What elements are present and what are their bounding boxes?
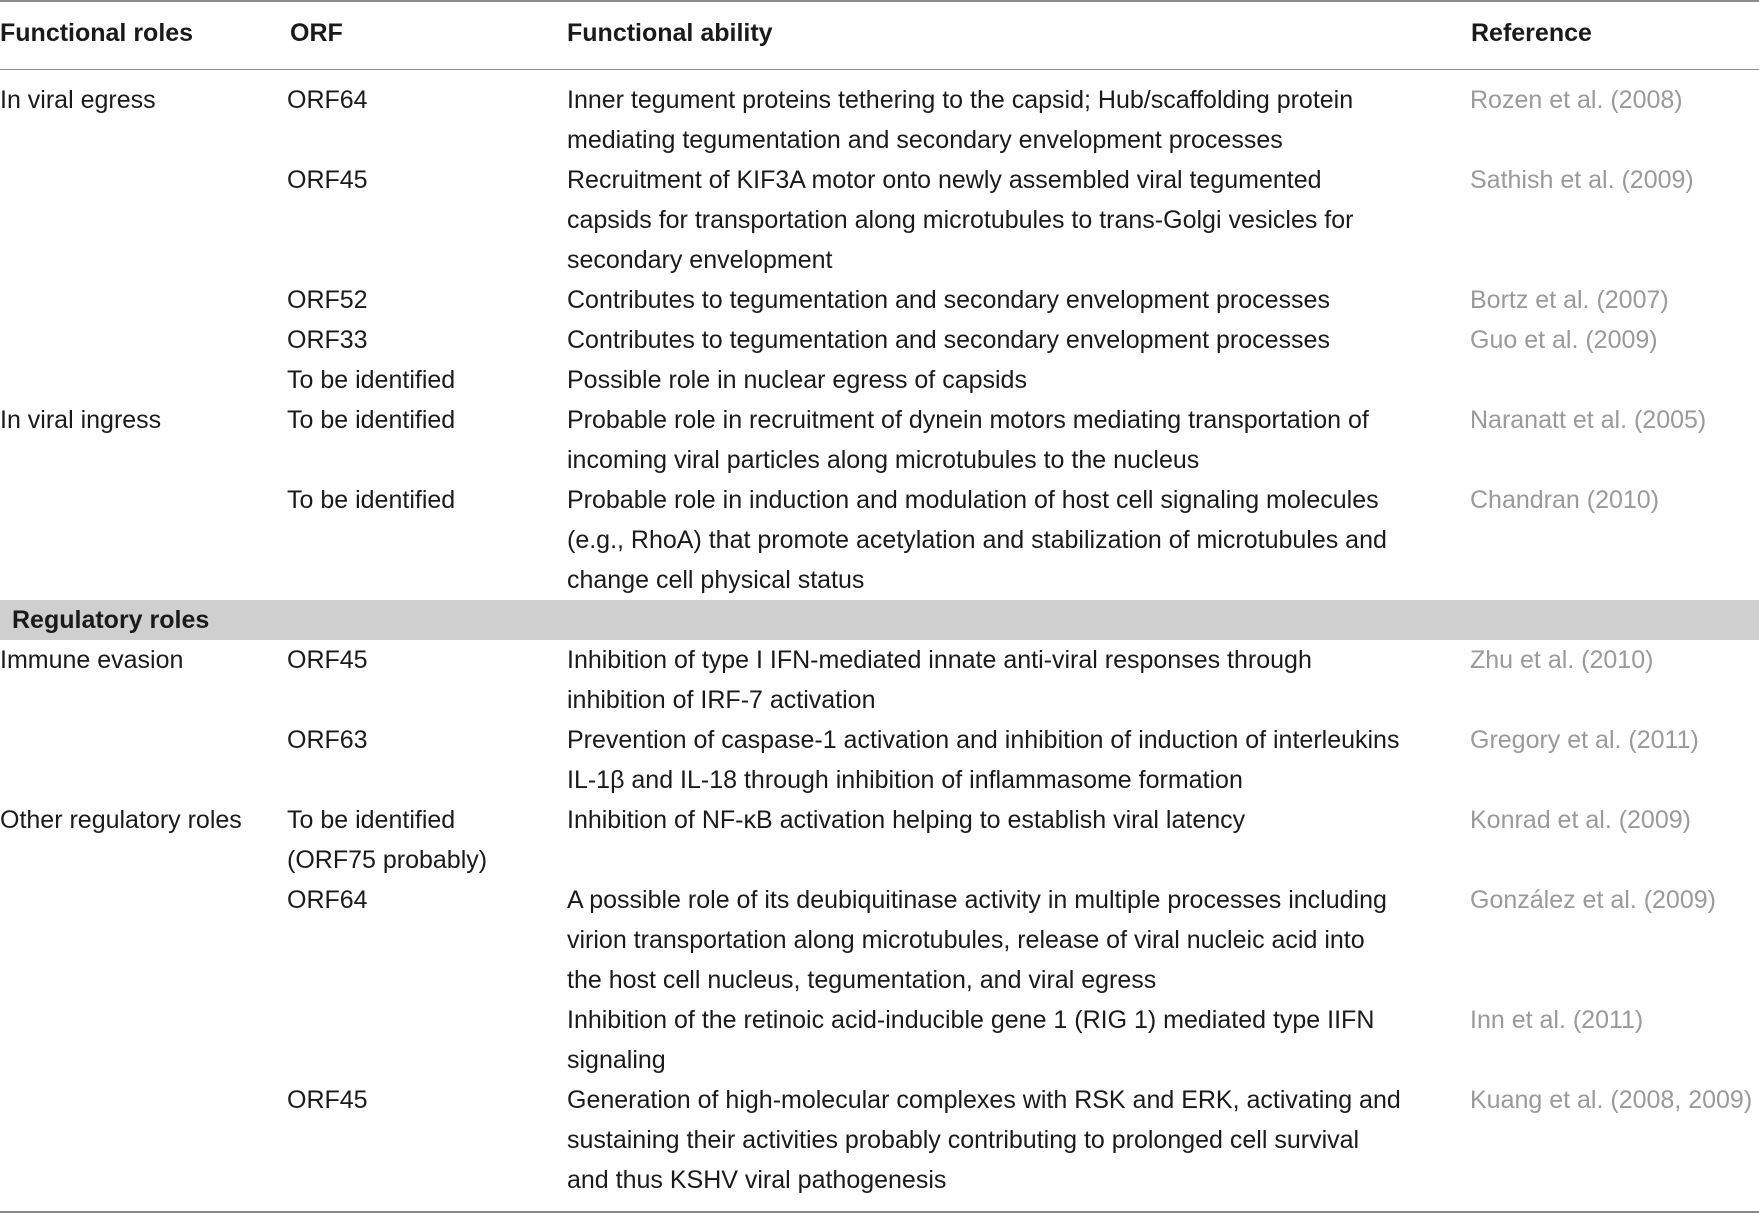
cell-functional-ability — [567, 360, 1447, 400]
cell-functional-ability — [567, 400, 1447, 480]
header-functional-roles: Functional roles — [0, 19, 194, 47]
ability-line: Recruitment of KIF3A motor onto newly assembled viral tegumented — [567, 166, 1322, 194]
ability-line: Probable role in recruitment of dynein motors mediating transportation of — [567, 406, 1369, 434]
table-bottom-rule — [0, 1211, 1759, 1213]
orf-line: To be identified — [287, 366, 456, 394]
cell-orf — [287, 400, 547, 440]
orf-line: ORF63 — [287, 726, 368, 754]
cell-orf — [287, 640, 547, 680]
cell-functional-ability — [567, 80, 1447, 160]
ability-line: signaling — [567, 1046, 666, 1074]
cell-reference: Rozen et al. (2008) — [1470, 86, 1683, 114]
ability-line: Probable role in induction and modulation of host cell signaling molecules — [567, 486, 1379, 514]
ability-line: (e.g., RhoA) that promote acetylation and stabilization of microtubules and — [567, 526, 1387, 554]
cell-functional-ability — [567, 800, 1447, 840]
orf-line: To be identified — [287, 486, 456, 514]
orf-line: (ORF75 probably) — [287, 846, 488, 874]
cell-orf — [287, 360, 547, 400]
cell-orf — [287, 1080, 547, 1120]
ability-line: secondary envelopment — [567, 246, 833, 274]
ability-line: Inhibition of NF-κB activation helping to establish viral latency — [567, 806, 1246, 834]
cell-reference: Sathish et al. (2009) — [1470, 166, 1694, 194]
cell-functional-ability — [567, 480, 1447, 600]
cell-functional-ability — [567, 720, 1447, 800]
cell-functional-role: Immune evasion — [0, 646, 184, 674]
cell-reference: Kuang et al. (2008, 2009) — [1470, 1086, 1753, 1114]
header-orf: ORF — [290, 19, 343, 47]
cell-functional-ability — [567, 880, 1447, 1000]
cell-functional-ability — [567, 1000, 1447, 1080]
cell-reference: Zhu et al. (2010) — [1470, 646, 1654, 674]
cell-functional-ability — [567, 280, 1447, 320]
orf-line: ORF33 — [287, 326, 368, 354]
orf-line: ORF52 — [287, 286, 368, 314]
cell-orf — [287, 880, 547, 920]
ability-line: sustaining their activities probably contributing to prolonged cell survival — [567, 1126, 1360, 1154]
cell-functional-role: In viral ingress — [0, 406, 162, 434]
cell-reference: Inn et al. (2011) — [1470, 1006, 1644, 1034]
ability-line: Inner tegument proteins tethering to the capsid; Hub/scaffolding protein — [567, 86, 1354, 114]
header-reference: Reference — [1471, 19, 1592, 47]
cell-reference: Gregory et al. (2011) — [1470, 726, 1699, 754]
table-header-row — [0, 0, 1759, 69]
cell-reference: Bortz et al. (2007) — [1470, 286, 1669, 314]
cell-orf — [287, 480, 547, 520]
ability-line: A possible role of its deubiquitinase activity in multiple processes including — [567, 886, 1387, 914]
cell-reference: González et al. (2009) — [1470, 886, 1716, 914]
cell-reference: Konrad et al. (2009) — [1470, 806, 1691, 834]
cell-orf — [287, 720, 547, 760]
cell-reference: Chandran (2010) — [1470, 486, 1660, 514]
ability-line: incoming viral particles along microtubules to the nucleus — [567, 446, 1200, 474]
orf-line: ORF64 — [287, 86, 368, 114]
ability-line: capsids for transportation along microtubules to trans-Golgi vesicles for — [567, 206, 1354, 234]
cell-orf — [287, 80, 547, 120]
cell-orf — [287, 160, 547, 200]
orf-line: ORF45 — [287, 166, 368, 194]
ability-line: mediating tegumentation and secondary envelopment processes — [567, 126, 1283, 154]
cell-functional-role: Other regulatory roles — [0, 806, 242, 834]
orf-line: To be identified — [287, 406, 456, 434]
cell-functional-ability — [567, 640, 1447, 720]
ability-line: and thus KSHV viral pathogenesis — [567, 1166, 947, 1194]
ability-line: Inhibition of type I IFN-mediated innate anti-viral responses through — [567, 646, 1312, 674]
ability-line: Contributes to tegumentation and secondary envelopment processes — [567, 326, 1330, 354]
ability-line: Contributes to tegumentation and secondary envelopment processes — [567, 286, 1330, 314]
header-functional-ability: Functional ability — [567, 19, 773, 47]
section-band-regulatory-roles — [0, 600, 1759, 640]
cell-functional-ability — [567, 1080, 1447, 1200]
ability-line: change cell physical status — [567, 566, 865, 594]
orf-line: To be identified — [287, 806, 456, 834]
ability-line: IL-1β and IL-18 through inhibition of inflammasome formation — [567, 766, 1243, 794]
cell-orf — [287, 800, 547, 880]
cell-reference: Naranatt et al. (2005) — [1470, 406, 1707, 434]
cell-functional-ability — [567, 320, 1447, 360]
section-label: Regulatory roles — [12, 606, 210, 634]
cell-reference: Guo et al. (2009) — [1470, 326, 1658, 354]
orf-line: ORF45 — [287, 646, 368, 674]
orf-line: ORF64 — [287, 886, 368, 914]
orf-line: ORF45 — [287, 1086, 368, 1114]
cell-functional-role: In viral egress — [0, 86, 156, 114]
cell-orf — [287, 320, 547, 360]
table-header-rule — [0, 69, 1759, 70]
ability-line: Inhibition of the retinoic acid-inducible gene 1 (RIG 1) mediated type IIFN — [567, 1006, 1375, 1034]
ability-line: inhibition of IRF-7 activation — [567, 686, 876, 714]
ability-line: the host cell nucleus, tegumentation, and viral egress — [567, 966, 1157, 994]
ability-line: Prevention of caspase-1 activation and inhibition of induction of interleukins — [567, 726, 1400, 754]
ability-line: virion transportation along microtubules, release of viral nucleic acid into — [567, 926, 1365, 954]
cell-orf — [287, 280, 547, 320]
cell-functional-ability — [567, 160, 1447, 280]
ability-line: Possible role in nuclear egress of capsids — [567, 366, 1027, 394]
ability-line: Generation of high-molecular complexes with RSK and ERK, activating and — [567, 1086, 1401, 1114]
